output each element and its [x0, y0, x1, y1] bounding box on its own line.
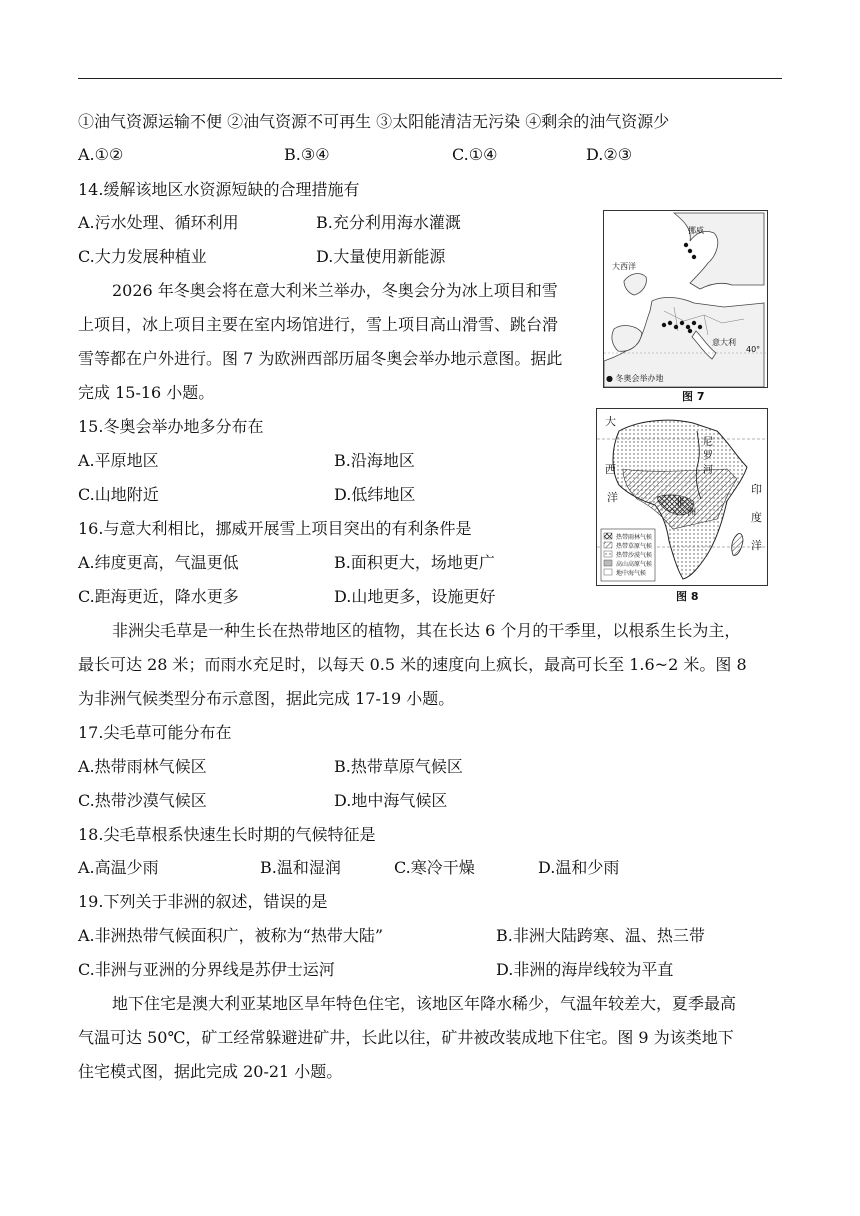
q17-question: 17.尖毛草可能分布在 — [78, 723, 232, 742]
q15-question: 15.冬奥会举办地多分布在 — [78, 417, 264, 436]
passage-house-line-1: 地下住宅是澳大利亚某地区旱年特色住宅，该地区年降水稀少，气温年较差大，夏季最高 — [112, 994, 737, 1013]
fig8-legend-mediterranean: 地中海气候 — [616, 570, 647, 577]
fig8-label-da: 大 — [605, 415, 616, 428]
fig8-label-yang: 洋 — [607, 491, 618, 504]
q15-option-c[interactable]: C.山地附近 — [78, 485, 159, 504]
q16-question: 16.与意大利相比，挪威开展雪上项目突出的有利条件是 — [78, 519, 472, 538]
q16-option-c[interactable]: C.距海更近，降水更多 — [78, 587, 239, 606]
q16-option-a[interactable]: A.纬度更高，气温更低 — [78, 553, 239, 572]
q17-option-c[interactable]: C.热带沙漠气候区 — [78, 791, 207, 810]
q18-option-a[interactable]: A.高温少雨 — [78, 858, 159, 877]
q13-option-d[interactable]: D.②③ — [586, 145, 633, 164]
q16-option-b[interactable]: B.面积更大，场地更广 — [334, 553, 495, 572]
fig7-label-atlantic: 大西洋 — [612, 262, 636, 271]
q14-option-c[interactable]: C.大力发展种植业 — [78, 247, 207, 266]
fig7-label-norway-text: 挪威 — [688, 226, 704, 235]
q17-option-b[interactable]: B.热带草原气候区 — [334, 757, 463, 776]
fig8-label-du: 度 — [751, 511, 762, 524]
q19-question: 19.下列关于非洲的叙述，错误的是 — [78, 892, 328, 911]
fig8-legend-highland: 高山高原气候 — [616, 561, 653, 568]
q14-option-a[interactable]: A.污水处理、循环利用 — [78, 213, 239, 232]
q14-option-d[interactable]: D.大量使用新能源 — [316, 247, 446, 266]
figure-7-europe-map — [603, 210, 768, 388]
q17-option-a[interactable]: A.热带雨林气候区 — [78, 757, 207, 776]
fig8-label-ni: 尼 — [703, 437, 713, 448]
q13-statements: ①油气资源运输不便 ②油气资源不可再生 ③太阳能清洁无污染 ④剩余的油气资源少 — [78, 112, 670, 131]
fig8-label-fei: 非 — [675, 498, 685, 508]
q18-question: 18.尖毛草根系快速生长时期的气候特征是 — [78, 825, 376, 844]
fig8-legend-rainforest: 热带雨林气候 — [616, 534, 653, 541]
q17-option-d[interactable]: D.地中海气候区 — [334, 791, 448, 810]
q19-option-a[interactable]: A.非洲热带气候面积广，被称为“热带大陆” — [78, 926, 384, 945]
passage-winter-line-3: 雪等都在户外进行。图 7 为欧洲西部历届冬奥会举办地示意图。据此 — [78, 349, 563, 368]
passage-house-line-2: 气温可达 50℃，矿工经常躲避进矿井，长此以往，矿井被改装成地下住宅。图 9 为该类地下 — [78, 1028, 734, 1047]
q18-option-b[interactable]: B.温和湿润 — [260, 858, 341, 877]
q14-question: 14.缓解该地区水资源短缺的合理措施有 — [78, 180, 360, 199]
figure-8-caption: 图 8 — [676, 590, 699, 603]
passage-africa-line-1: 非洲尖毛草是一种生长在热带地区的植物，其在长达 6 个月的干季里，以根系生长为主， — [112, 621, 741, 640]
q15-option-b[interactable]: B.沿海地区 — [334, 451, 415, 470]
q18-option-c[interactable]: C.寒冷干燥 — [394, 858, 475, 877]
q14-option-b[interactable]: B.充分利用海水灌溉 — [316, 213, 461, 232]
fig8-label-yang2: 洋 — [751, 539, 762, 552]
europe-map-graphic — [604, 211, 767, 387]
fig8-label-luo: 罗 — [703, 451, 713, 462]
q13-option-c[interactable]: C.①④ — [452, 145, 498, 164]
passage-winter-line-2: 上项目，冰上项目主要在室内场馆进行，雪上项目高山滑雪、跳台滑 — [78, 315, 559, 334]
fig7-label-latitude: 40° — [746, 345, 761, 354]
fig8-label-yin: 印 — [751, 483, 762, 496]
passage-winter-line-4: 完成 15-16 小题。 — [78, 383, 215, 402]
q15-option-d[interactable]: D.低纬地区 — [334, 485, 416, 504]
q13-option-b[interactable]: B.③④ — [284, 145, 330, 164]
q19-option-c[interactable]: C.非洲与亚洲的分界线是苏伊士运河 — [78, 960, 335, 979]
q15-option-a[interactable]: A.平原地区 — [78, 451, 159, 470]
passage-house-line-3: 住宅模式图，据此完成 20-21 小题。 — [78, 1062, 343, 1081]
fig8-label-xi: 西 — [605, 463, 616, 476]
passage-africa-line-3: 为非洲气候类型分布示意图，据此完成 17-19 小题。 — [78, 689, 455, 708]
figure-8-africa-map — [596, 408, 768, 586]
fig8-label-zhou: 洲 — [687, 508, 697, 518]
fig7-label-italy: 意大利 — [712, 338, 736, 347]
q13-option-a[interactable]: A.①② — [78, 145, 124, 164]
passage-africa-line-2: 最长可达 28 米；而雨水充足时，以每天 0.5 米的速度向上疯长，最高可长至 1.6~2 米。图 8 — [78, 655, 747, 674]
q19-option-b[interactable]: B.非洲大陆跨寒、温、热三带 — [496, 926, 705, 945]
q16-option-d[interactable]: D.山地更多，设施更好 — [334, 587, 496, 606]
fig8-label-he: 河 — [703, 465, 713, 476]
fig8-legend-savanna: 热带草原气候 — [616, 543, 653, 550]
fig7-legend: ● 冬奥会举办地 — [606, 374, 664, 383]
q18-option-d[interactable]: D.温和少雨 — [538, 858, 620, 877]
fig8-legend-desert: 热带沙漠气候 — [616, 552, 653, 559]
header-rule — [78, 78, 782, 79]
passage-winter-line-1: 2026 年冬奥会将在意大利米兰举办，冬奥会分为冰上项目和雪 — [112, 281, 558, 300]
figure-7-caption: 图 7 — [682, 390, 705, 403]
q19-option-d[interactable]: D.非洲的海岸线较为平直 — [496, 960, 674, 979]
